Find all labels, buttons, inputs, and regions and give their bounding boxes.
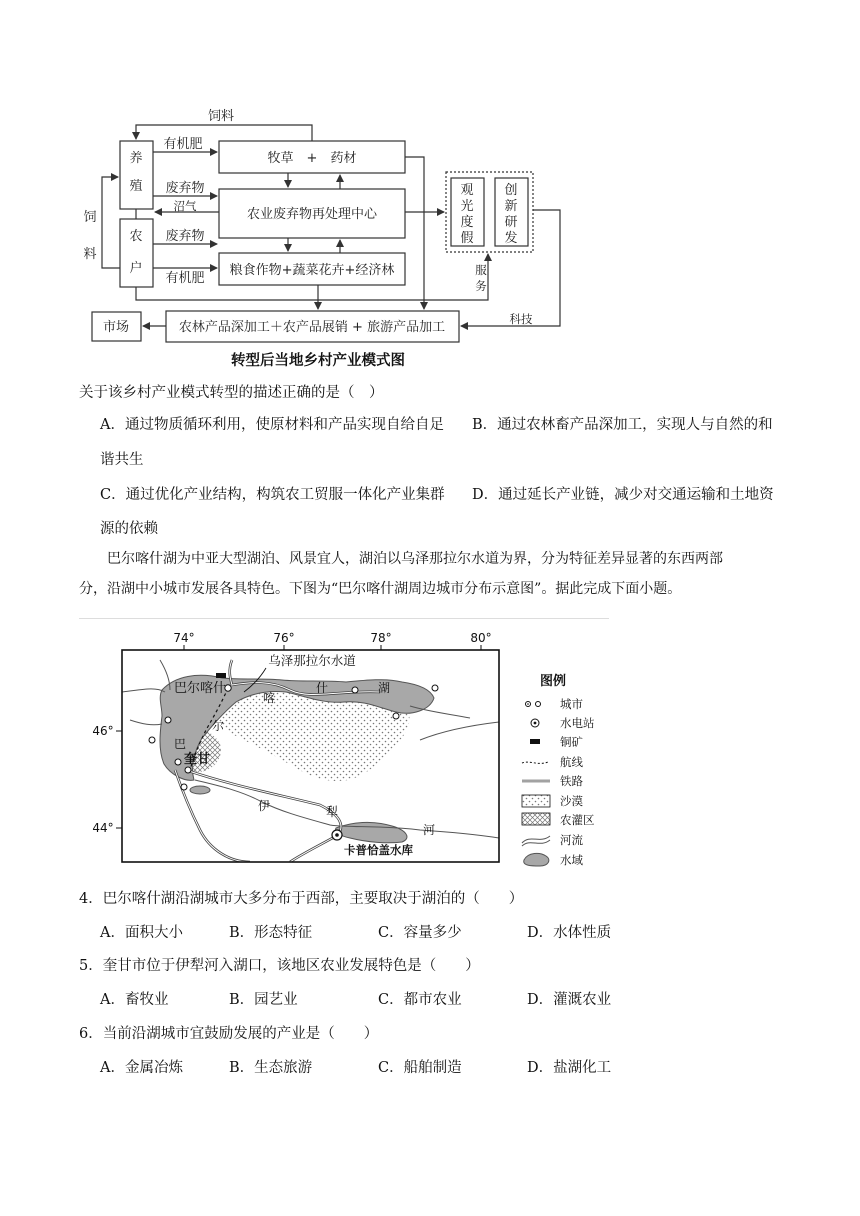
q6-stem: 6．当前沿湖城市宜鼓励发展的产业是（ ） [79, 1026, 379, 1042]
small-water-1 [190, 786, 210, 794]
passage-line-1: 巴尔喀什湖为中亚大型湖泊、风景宜人，湖泊以乌泽那拉尔水道为界，分为特征差异显著的东西两部 [107, 551, 723, 567]
lat-tick-46: 46° [92, 724, 114, 738]
strait-label: 乌泽那拉尔水道 [268, 653, 356, 668]
organic-fertilizer-label-1: 有机肥 [163, 137, 203, 152]
legend-water: 水域 [560, 853, 583, 867]
farmer-char-2: 户 [129, 261, 143, 276]
legend-hydro: 水电站 [560, 716, 595, 730]
q4-stem: 4．巴尔喀什湖沿湖城市大多分布于西部，主要取决于湖泊的（ ） [79, 891, 524, 907]
service-char-2: 务 [475, 279, 487, 293]
tourism-char-2: 光 [460, 199, 474, 214]
q6-option-a: A．金属冶炼 [100, 1060, 183, 1076]
organic-fertilizer-label-2: 有机肥 [165, 271, 205, 286]
river-char-2: 犁 [326, 805, 339, 819]
city-marker-e1 [393, 713, 399, 719]
legend-hydro-symbol [531, 719, 539, 727]
q5-option-c: C．都市农业 [378, 992, 462, 1008]
hydro-station-marker [332, 830, 342, 840]
city-marker-w1 [149, 737, 155, 743]
legend-city: 城市 [560, 697, 583, 711]
balkhash-map [0, 620, 860, 870]
q4-option-b: B．形态特征 [229, 925, 313, 941]
copper-mine-marker [216, 673, 226, 678]
q3-option-d: D．通过延长产业链，减少对交通运输和土地资 [472, 487, 774, 503]
river-west [122, 689, 165, 692]
breeding-char-2: 殖 [129, 179, 143, 194]
city-marker-w4 [181, 784, 187, 790]
city-marker-e2 [432, 685, 438, 691]
city-marker-w3 [175, 759, 181, 765]
lake-char-1: 巴 [174, 737, 187, 751]
tourism-char-4: 假 [460, 231, 474, 246]
q3-option-b: B．通过农林畜产品深加工，实现人与自然的和 [472, 417, 773, 433]
legend-copper: 铜矿 [560, 735, 583, 749]
q6-option-d: D．盐湖化工 [527, 1060, 612, 1076]
kapchagay-reservoir [336, 822, 407, 842]
waste-center-label: 农业废弃物再处理中心 [246, 207, 378, 222]
innovation-char-3: 研 [504, 215, 518, 230]
q6-option-b: B．生态旅游 [229, 1060, 313, 1076]
q5-option-d: D．灌溉农业 [527, 992, 612, 1008]
lon-tick-78: 78° [370, 631, 392, 645]
farmer-char-1: 农 [129, 229, 143, 244]
tourism-char-3: 度 [460, 215, 474, 230]
reservoir-label: 卡普恰盖水库 [344, 843, 413, 857]
legend-river: 河流 [560, 833, 583, 847]
legend-route-symbol [522, 762, 548, 763]
biogas-label: 沼气 [173, 199, 197, 213]
legend-city-symbol [526, 702, 541, 707]
map-legend [522, 673, 595, 867]
city-kuygan-marker [185, 767, 191, 773]
legend-route: 航线 [560, 755, 583, 769]
industry-model-diagram [0, 0, 860, 380]
technology-label: 科技 [509, 312, 533, 326]
separator-line [79, 618, 609, 619]
q5-option-b: B．园艺业 [229, 992, 298, 1008]
waste-label-2: 废弃物 [165, 229, 205, 244]
q4-option-a: A．面积大小 [100, 925, 183, 941]
passage [79, 544, 779, 604]
processing-label: 农林产品深加工＋农产品展销 + 旅游产品加工 [178, 320, 446, 335]
feed-left-char-2: 料 [83, 247, 97, 262]
lon-tick-80: 80° [470, 631, 492, 645]
river-char-3: 河 [423, 823, 436, 837]
q4-option-d: D．水体性质 [527, 925, 612, 941]
legend-title: 图例 [540, 674, 567, 689]
legend-desert-symbol [522, 795, 550, 807]
q3-option-c: C．通过优化产业结构，构筑农工贸服一体化产业集群 [100, 487, 445, 503]
q3-option-a: A．通过物质循环利用，使原材料和产品实现自给自足 [100, 417, 444, 433]
legend-copper-symbol [530, 739, 540, 744]
q4-option-c: C．容量多少 [378, 925, 462, 941]
lake-char-3: 喀 [263, 691, 276, 705]
waste-label-1: 废弃物 [165, 181, 205, 196]
lon-tick-74: 74° [173, 631, 195, 645]
crops-label: 粮食作物+蔬菜花卉+经济林 [229, 263, 395, 278]
innovation-char-1: 创 [504, 183, 518, 198]
market-label: 市场 [102, 320, 130, 335]
lat-tick-44: 44° [92, 821, 114, 835]
tourism-char-1: 观 [460, 183, 474, 198]
lake-char-4: 什 [316, 681, 329, 695]
service-char-1: 服 [475, 263, 487, 277]
q5-option-a: A．畜牧业 [100, 992, 169, 1008]
q3-stem: 关于该乡村产业模式转型的描述正确的是（ ） [79, 385, 384, 401]
legend-water-symbol [524, 853, 549, 866]
city-marker-e3 [352, 687, 358, 693]
feed-top-label: 饲料 [207, 109, 235, 124]
breeding-char-1: 养 [129, 151, 143, 166]
legend-railway: 铁路 [560, 774, 583, 788]
legend-irrigation: 农灌区 [560, 813, 595, 827]
city-kuygan-label: 奎甘 [184, 752, 211, 767]
passage-line-2: 分，沿湖中小城市发展各具特色。下图为“巴尔喀什湖周边城市分布示意图”。据此完成下面小题。 [79, 581, 682, 597]
legend-river-symbol [522, 836, 550, 846]
lake-char-5: 湖 [378, 681, 391, 695]
q3-option-b-cont: 谐共生 [100, 452, 144, 468]
legend-desert: 沙漠 [560, 794, 583, 808]
q6-option-c: C．船舶制造 [378, 1060, 462, 1076]
q5-stem: 5．奎甘市位于伊犁河入湖口，该地区农业发展特色是（ ） [79, 958, 480, 974]
legend-irrigation-symbol [522, 813, 550, 825]
river-west-2 [130, 720, 162, 725]
lon-tick-76: 76° [273, 631, 295, 645]
forage-herb-label: 牧草 + 药材 [267, 151, 357, 166]
service-zone-box [446, 172, 533, 252]
river-east-1 [420, 722, 499, 740]
lake-char-2: 尔 [212, 719, 225, 733]
city-marker-w2 [165, 717, 171, 723]
feed-left-char-1: 饲 [83, 210, 97, 225]
innovation-char-2: 新 [504, 199, 518, 214]
river-char-1: 伊 [258, 799, 271, 813]
city-balkhash-label: 巴尔喀什 [174, 681, 227, 696]
diagram-caption: 转型后当地乡村产业模式图 [231, 353, 405, 369]
innovation-char-4: 发 [504, 231, 518, 246]
q3-option-d-cont: 源的依赖 [100, 521, 158, 537]
